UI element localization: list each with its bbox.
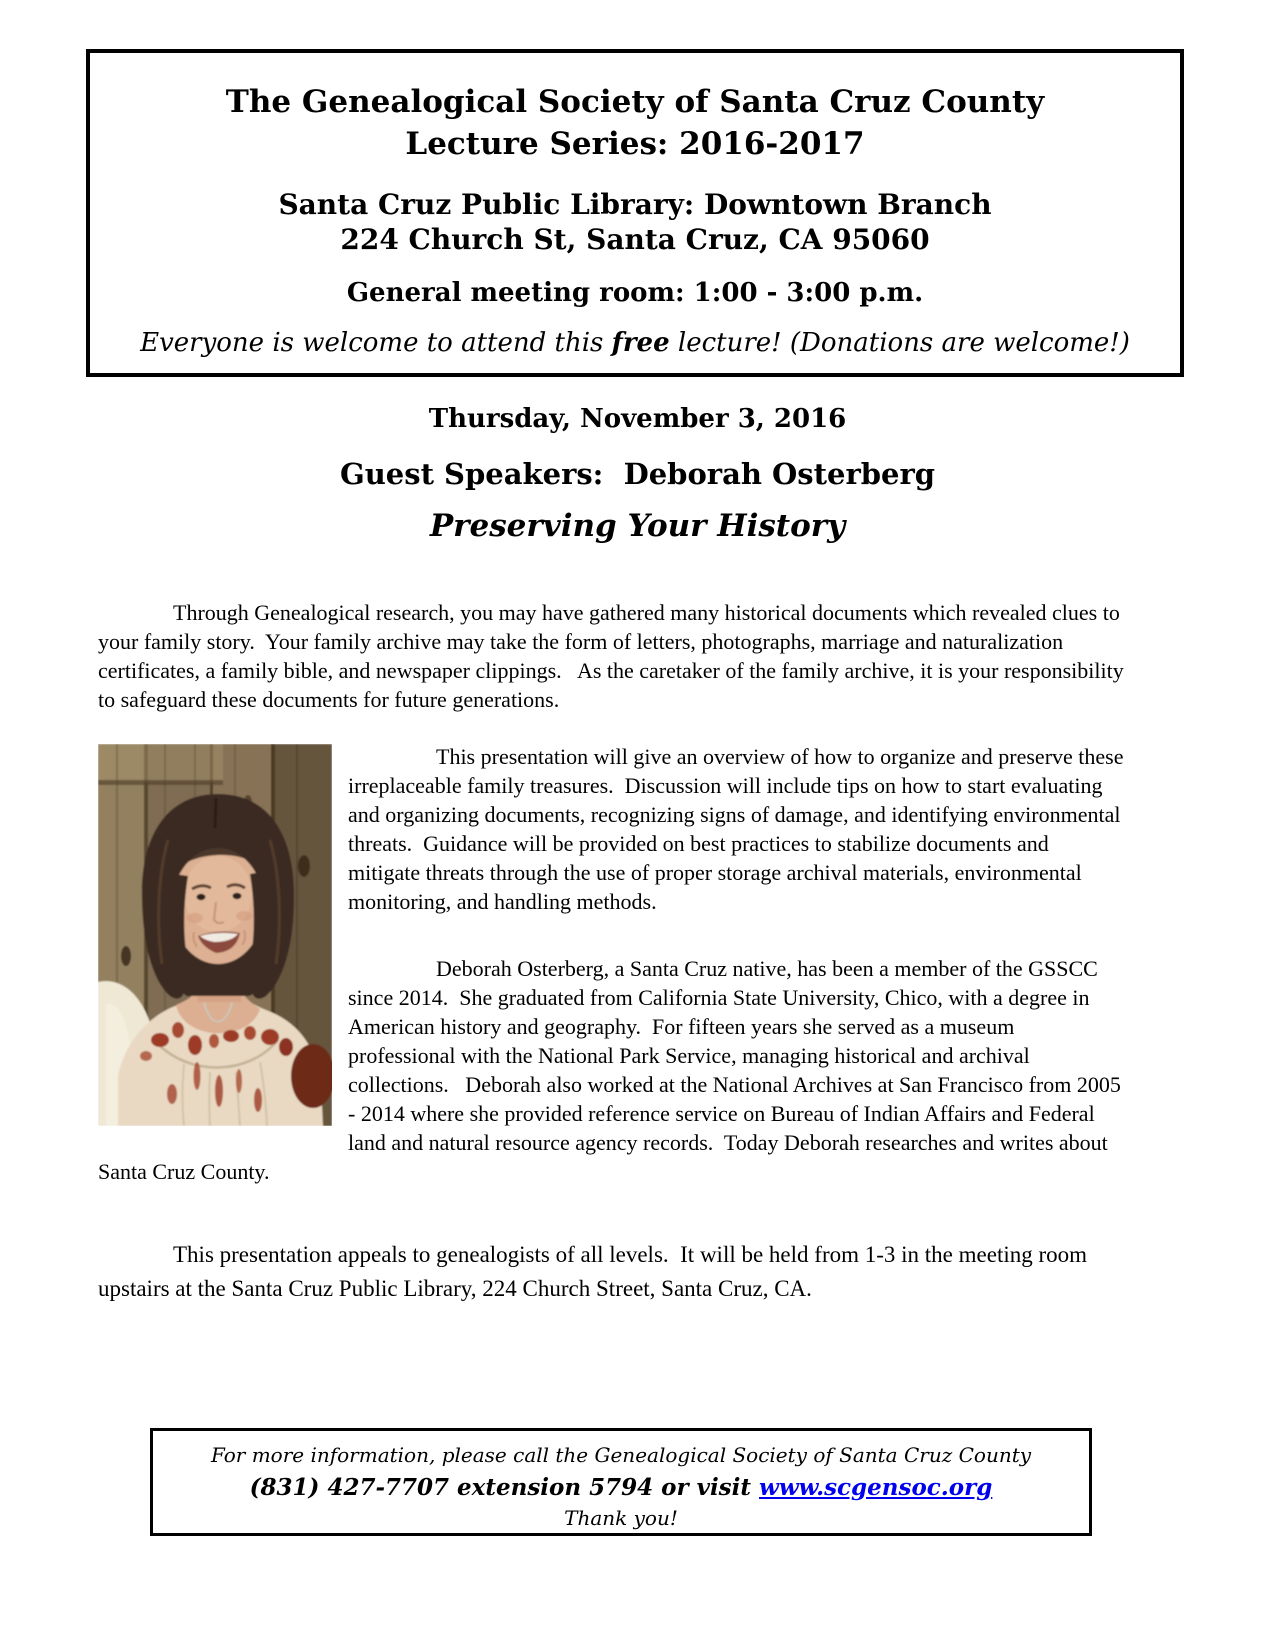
website-link[interactable]: www.scgensoc.org [759,1474,993,1501]
paragraph-presentation-overview: This presentation will give an overview of how to organize and preserve these irreplaceable family treasures. Discussion will include tips on how to start evaluating and organizing documents, recognizing signs of damage, and identifying environmental threats. Guidance will be provided on best practices to stabilize documents and mitigate threats through the use of proper storage archival materials, environmental monitoring, and handling methods. [348,744,1129,914]
footer-box [150,1428,1092,1536]
paragraph-intro: Through Genealogical research, you may have gathered many historical documents which revealed clues to your family story. Your family archive may take the form of letters, photographs, marriage and naturalization certificates, a family bible, and newspaper clippings. As the caretaker of the family archive, it is your responsibility to safeguard these documents for future generations. [98,600,1130,712]
venue-block [90,187,1180,257]
header-box [86,49,1184,377]
footer-info-line: For more information, please call the Genealogical Society of Santa Cruz County [210,1443,1032,1467]
paragraph-closing: This presentation appeals to genealogists of all levels. It will be held from 1-3 in the meeting room upstairs at the Santa Cruz Public Library, 224 Church Street, Santa Cruz, CA. [98,1242,1093,1301]
lecture-title: Preserving Your History [429,508,846,544]
event-block [0,404,1275,544]
society-title [90,81,1180,165]
welcome-free-emphasis: free [611,328,670,358]
welcome-text-mid: lecture! [669,328,790,358]
venue-name: Santa Cruz Public Library: Downtown Branch [278,188,992,221]
welcome-line [90,327,1180,359]
footer-thanks-line: Thank you! [564,1506,678,1530]
guest-speakers-line: Guest Speakers: Deborah Osterberg [339,457,936,491]
footer-contact-line [153,1473,1089,1503]
lecture-series-line: Lecture Series: 2016-2017 [405,126,865,162]
event-date: Thursday, November 3, 2016 [428,404,847,434]
paragraph-speaker-bio: Deborah Osterberg, a Santa Cruz native, has been a member of the GSSCC since 2014. She graduated from California State University, Chico, with a degree in American history and geography. For fifteen years she served as a museum professional with the National Park Service, managing historical and archival collections. Deborah also worked at the National Archives at San Francisco from 2005 - 2014 where she provided reference service on Bureau of Indian Affairs and Federal land and natural resource agency records. Today Deborah researches and writes about Santa Cruz County. [98,956,1127,1184]
footer-phone-text: (831) 427-7707 extension 5794 or visit [249,1474,760,1501]
body-content [98,598,1130,1306]
welcome-text-pre: Everyone is welcome to attend this [140,328,612,358]
speaker-photo [98,744,332,1126]
society-title-line1: The Genealogical Society of Santa Cruz County [225,84,1045,120]
photo-and-text-section [98,742,1129,1186]
venue-address: 224 Church St, Santa Cruz, CA 95060 [340,223,930,256]
meeting-room-line: General meeting room: 1:00 - 3:00 p.m. [346,278,924,308]
welcome-donations-note: (Donations are welcome!) [789,328,1130,358]
